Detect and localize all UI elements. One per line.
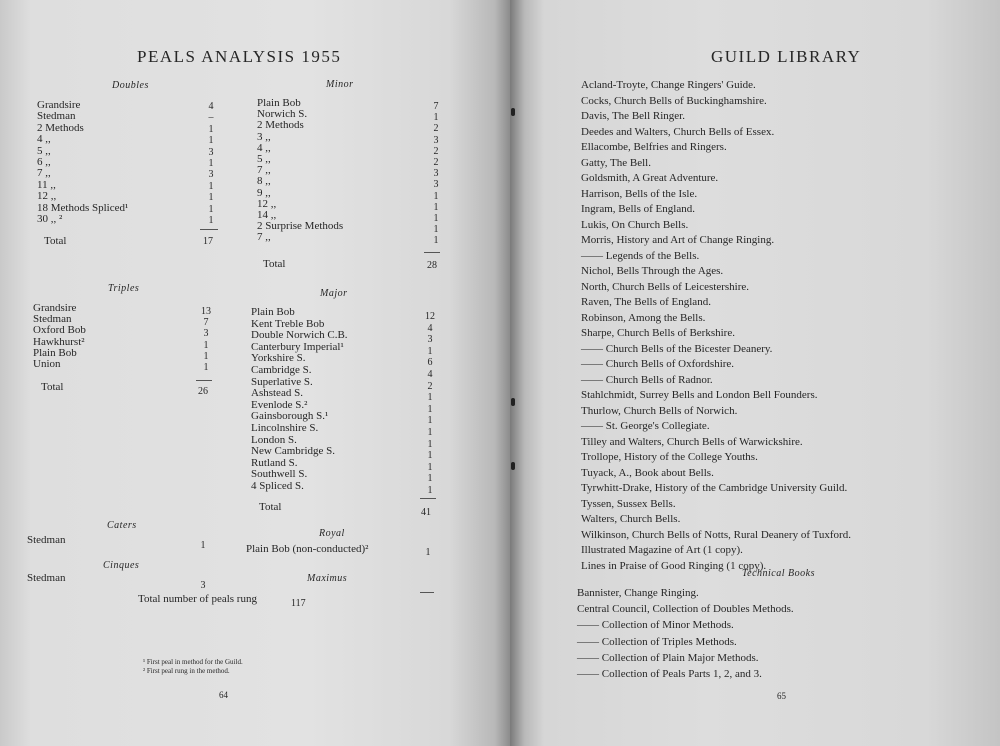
doubles-method: 30 ,, ² [37, 213, 63, 225]
technical-book: —— Collection of Triples Methods. [577, 635, 737, 648]
major-method: Superlative S. [251, 375, 313, 388]
triples-total-label: Total [41, 381, 64, 393]
major-method: Double Norwich C.B. [251, 329, 348, 342]
caters-heading: Caters [107, 520, 137, 531]
grand-total: 117 [291, 598, 306, 609]
doubles-method: 2 Methods [37, 121, 84, 134]
major-count: 1 [427, 345, 433, 357]
staple-mark [511, 462, 515, 470]
minor-total: 28 [427, 260, 437, 271]
right-page [510, 0, 1000, 746]
major-count: 1 [427, 461, 433, 473]
triples-method: Union [33, 358, 61, 370]
major-method: Canterbury Imperial¹ [251, 340, 344, 353]
staple-mark [511, 108, 515, 116]
major-total: 41 [421, 507, 431, 518]
footnote-2: ² First peal rung in the method. [143, 667, 230, 675]
major-method: Kent Treble Bob [251, 317, 325, 330]
caters-count: 1 [200, 540, 206, 551]
major-total-label: Total [259, 501, 282, 513]
minor-count: 2 [433, 145, 439, 157]
minor-heading: Minor [326, 79, 354, 90]
triples-count: 3 [203, 328, 209, 340]
royal-heading: Royal [319, 528, 345, 539]
minor-count: 3 [433, 134, 439, 146]
maximus-heading: Maximus [307, 573, 348, 584]
library-book: Acland-Troyte, Change Ringers' Guide. [581, 79, 756, 91]
page-title: PEALS ANALYSIS 1955 [137, 47, 342, 66]
doubles-method: Grandsire [37, 99, 81, 111]
triples-method: Grandsire [33, 302, 77, 314]
major-count: 2 [427, 380, 433, 392]
minor-count: 2 [433, 123, 439, 135]
minor-count: 1 [433, 112, 439, 124]
major-method: Yorkshire S. [251, 352, 306, 365]
doubles-rule [200, 229, 218, 230]
library-book: Ingram, Bells of England. [581, 203, 695, 215]
technical-book: —— Collection of Minor Methods. [577, 619, 734, 632]
major-count: 6 [427, 357, 433, 369]
doubles-count: 1 [208, 123, 214, 135]
technical-book: —— Collection of Plain Major Methods. [577, 651, 759, 664]
triples-heading: Triples [108, 283, 140, 294]
technical-book: —— Collection of Peals Parts 1, 2, and 3. [577, 668, 762, 680]
library-book: Harrison, Bells of the Isle. [581, 187, 698, 200]
doubles-total-label: Total [44, 235, 67, 247]
doubles-heading: Doubles [112, 80, 149, 91]
doubles-method: 12 ,, [37, 190, 57, 203]
page-number-right: 65 [777, 691, 786, 701]
major-count: 12 [425, 311, 435, 322]
library-book: —— Church Bells of Oxfordshire. [581, 358, 735, 370]
major-count: 1 [427, 473, 433, 485]
major-method: Plain Bob [251, 306, 295, 318]
major-method: London S. [251, 433, 297, 446]
minor-count: 2 [433, 157, 439, 168]
minor-method: 14 ,, [257, 209, 277, 221]
major-count: 1 [427, 403, 433, 415]
minor-method: 3 ,, [257, 130, 271, 143]
major-count: 1 [427, 392, 433, 404]
doubles-total: 17 [203, 236, 213, 247]
doubles-count: 1 [208, 192, 214, 204]
minor-count: 3 [433, 179, 439, 191]
minor-method: 5 ,, [257, 153, 271, 165]
doubles-count: 1 [208, 215, 214, 226]
library-book: Tuyack, A., Book about Bells. [581, 466, 714, 479]
library-book: Nichol, Bells Through the Ages. [581, 265, 724, 277]
footnote-1: ¹ First peal in method for the Guild. [143, 658, 243, 666]
royal-count: 1 [425, 547, 431, 558]
library-book: Stahlchmidt, Surrey Bells and London Bell Founders. [581, 389, 818, 401]
doubles-method: 11 ,, [37, 178, 56, 191]
minor-method: 9 ,, [257, 186, 271, 199]
major-count: 4 [427, 369, 433, 380]
doubles-method: 5 ,, [37, 144, 51, 157]
caters-stedman: Stedman [27, 534, 66, 546]
triples-count: 7 [203, 317, 209, 329]
major-count: 1 [427, 450, 433, 462]
library-book: Robinson, Among the Bells. [581, 311, 706, 324]
grand-total-label: Total number of peals rung [138, 593, 257, 605]
library-book: Ellacombe, Belfries and Ringers. [581, 141, 727, 153]
library-book: —— Church Bells of Radnor. [581, 373, 713, 386]
major-method: 4 Spliced S. [251, 480, 304, 492]
doubles-count: 3 [208, 169, 214, 181]
major-heading: Major [320, 288, 348, 299]
doubles-count: – [208, 112, 214, 124]
major-method: Lincolnshire S. [251, 422, 319, 434]
minor-method: 12 ,, [257, 197, 277, 210]
minor-method: 8 ,, [257, 175, 271, 188]
triples-count: 13 [201, 306, 211, 317]
library-book: Raven, The Bells of England. [581, 296, 711, 308]
minor-method: 7 ,, [257, 164, 271, 177]
cinques-count: 3 [200, 580, 206, 591]
major-method: Southwell S. [251, 468, 308, 481]
major-count: 1 [427, 427, 433, 438]
page-title-right: GUILD LIBRARY [711, 47, 862, 66]
minor-count: 1 [433, 235, 439, 247]
minor-count: 1 [433, 224, 439, 236]
major-method: Evenlode S.² [251, 398, 308, 411]
triples-method: Plain Bob [33, 346, 77, 359]
library-book: Tyrwhitt-Drake, History of the Cambridge University Guild. [581, 482, 848, 494]
doubles-count: 1 [208, 203, 214, 215]
major-method: Cambridge S. [251, 364, 312, 376]
library-book: Walters, Church Bells. [581, 513, 681, 525]
doubles-count: 4 [208, 101, 214, 112]
major-method: New Cambridge S. [251, 445, 336, 458]
library-book: North, Church Bells of Leicestershire. [581, 280, 750, 293]
major-count: 1 [427, 415, 433, 427]
library-book: Cocks, Church Bells of Buckinghamshire. [581, 94, 767, 107]
major-method: Rutland S. [251, 456, 298, 469]
major-count: 1 [427, 438, 433, 450]
library-book: Davis, The Bell Ringer. [581, 110, 685, 122]
cinques-stedman: Stedman [27, 572, 66, 584]
royal-plain-bob: Plain Bob (non-conducted)² [246, 543, 369, 555]
triples-count: 1 [203, 350, 209, 362]
doubles-method: 18 Methods Spliced¹ [37, 201, 129, 214]
major-method: Gainsborough S.¹ [251, 410, 329, 423]
library-book: Tyssen, Sussex Bells. [581, 497, 676, 510]
doubles-method: Stedman [37, 110, 76, 123]
doubles-count: 1 [208, 158, 214, 169]
library-book: Lines in Praise of Good Ringing (1 copy). [581, 559, 767, 572]
major-count: 4 [427, 322, 433, 334]
triples-rule [196, 380, 212, 381]
library-book: —— St. George's Collegiate. [581, 420, 710, 432]
minor-count: 7 [433, 101, 439, 112]
minor-method: 2 Methods [257, 119, 304, 132]
triples-method: Hawkhurst² [33, 335, 85, 348]
library-book: —— Church Bells of the Bicester Deanery. [581, 342, 773, 355]
library-book: Trollope, History of the College Youths. [581, 451, 758, 463]
doubles-method: 7 ,, [37, 167, 51, 180]
triples-total: 26 [198, 386, 208, 397]
doubles-count: 1 [208, 180, 214, 192]
technical-heading: Technical Books [742, 568, 815, 579]
triples-count: 1 [203, 339, 209, 351]
minor-count: 1 [433, 213, 439, 224]
technical-book: Bannister, Change Ringing. [577, 587, 699, 599]
minor-method: 4 ,, [257, 141, 271, 154]
library-book: Gatty, The Bell. [581, 156, 651, 169]
minor-total-label: Total [263, 258, 286, 270]
doubles-count: 3 [208, 146, 214, 158]
minor-count: 1 [433, 201, 439, 213]
major-count: 1 [427, 485, 433, 496]
maximus-rule [420, 592, 434, 593]
minor-count: 3 [433, 168, 439, 180]
triples-method: Oxford Bob [33, 324, 86, 337]
library-book: Morris, History and Art of Change Ringing. [581, 234, 775, 246]
staple-mark [511, 398, 515, 406]
library-book: Tilley and Walters, Church Bells of Warwickshire. [581, 435, 803, 448]
minor-method: 2 Surprise Methods [257, 220, 344, 233]
minor-method: Plain Bob [257, 97, 301, 109]
cinques-heading: Cinques [103, 560, 140, 571]
major-method: Ashstead S. [251, 387, 303, 400]
minor-count: 1 [433, 190, 439, 202]
library-book: Deedes and Walters, Church Bells of Essex. [581, 125, 775, 138]
library-book: Illustrated Magazine of Art (1 copy). [581, 544, 743, 556]
triples-method: Stedman [33, 313, 72, 326]
technical-book: Central Council, Collection of Doubles Methods. [577, 603, 794, 616]
library-book: Sharpe, Church Bells of Berkshire. [581, 327, 735, 339]
library-book: Thurlow, Church Bells of Norwich. [581, 404, 738, 417]
minor-rule [424, 252, 440, 253]
library-book: —— Legends of the Bells. [581, 249, 700, 262]
library-book: Wilkinson, Church Bells of Notts, Rural Deanery of Tuxford. [581, 528, 851, 541]
library-book: Goldsmith, A Great Adventure. [581, 172, 719, 184]
minor-method: 7 ,, [257, 231, 271, 244]
major-count: 3 [427, 334, 433, 346]
library-book: Lukis, On Church Bells. [581, 218, 689, 231]
minor-method: Norwich S. [257, 108, 308, 121]
page-number-left: 64 [219, 690, 228, 700]
doubles-method: 6 ,, [37, 156, 51, 168]
doubles-method: 4 ,, [37, 133, 51, 146]
doubles-count: 1 [208, 135, 214, 147]
major-rule [420, 498, 436, 499]
triples-count: 1 [203, 362, 209, 373]
